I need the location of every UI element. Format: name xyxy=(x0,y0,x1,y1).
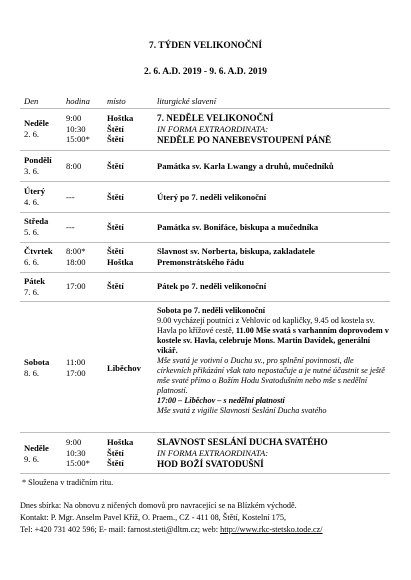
footnote: * Sloužena v tradičním ritu. xyxy=(22,478,114,487)
saturday-p1: 9.00 vycházejí poutníci z Vehlovic od kapličky, 9.45 od kostela sv. Havla po křížové cestě, xyxy=(157,316,375,335)
time: 17:00 xyxy=(66,281,86,291)
place-cell xyxy=(107,437,133,469)
saturday-note: Mše svatá je votivní o Duchu sv., pro splnění povinnosti, dle církevních přikázání však tato nepostačuje a je nutné účastnit se ještě mše svaté přímo o Božím Hodu Svatodušním nebo mše s nedělní platností. xyxy=(157,356,385,395)
liturgy-line: HOD BOŽÍ SVATODUŠNÍ xyxy=(157,459,264,470)
day-date: 3. 6. xyxy=(24,165,40,176)
day-name: Neděle xyxy=(24,443,49,453)
time: 8:00* xyxy=(66,246,86,256)
page-title: 7. TÝDEN VELIKONOČNÍ xyxy=(149,41,262,51)
day-name: Neděle xyxy=(24,118,49,128)
place-cell xyxy=(107,113,133,145)
website-link[interactable]: http://www.rkc-stetsko.tode.cz/ xyxy=(220,525,323,534)
time: 15:00* xyxy=(66,458,90,469)
day-date: 8. 6. xyxy=(24,367,40,378)
time: 11:00 xyxy=(66,357,86,367)
day-cell xyxy=(24,443,49,464)
time: 9:00 xyxy=(66,437,82,447)
place: Štětí xyxy=(107,123,124,134)
time: 18:00 xyxy=(66,256,86,267)
liturgy-cell xyxy=(157,437,389,470)
day-cell xyxy=(24,357,49,378)
liturgy-line: Památka sv. Karla Lwangy a druhů, mučedníků xyxy=(157,161,334,171)
place: Štětí xyxy=(107,458,124,469)
day-name: Čtvrtek xyxy=(24,246,53,256)
time-cell xyxy=(66,246,86,267)
header-day: Den xyxy=(24,96,39,106)
row-divider xyxy=(20,432,390,433)
day-cell xyxy=(24,186,45,207)
time: --- xyxy=(66,222,75,232)
time: 8:00 xyxy=(66,161,82,171)
time-cell xyxy=(66,113,90,145)
place: Štětí xyxy=(107,246,124,256)
row-divider xyxy=(20,212,390,213)
liturgy-line: 7. NEDĚLE VELIKONOČNÍ xyxy=(157,113,274,123)
liturgy-line: IN FORMA EXTRAORDINATA: xyxy=(157,448,269,459)
saturday-p1-bold: 11.00 Mše svatá s varhanním doprovodem v kostele sv. Havla, celebruje Mons. Martin Davídek, generální vikář. xyxy=(157,326,389,355)
row-divider xyxy=(20,473,390,474)
row-divider xyxy=(20,181,390,182)
saturday-liturgy xyxy=(157,306,389,416)
row-divider xyxy=(20,272,390,273)
day-date: 2. 6. xyxy=(24,128,40,139)
liturgy-line: Pátek po 7. neděli velikonoční xyxy=(157,281,267,291)
saturday-heading: Sobota po 7. neděli velikonoční xyxy=(157,306,266,315)
time: 15:00* xyxy=(66,134,90,145)
header-time: hodina xyxy=(66,96,90,106)
day-cell xyxy=(24,118,49,139)
place: Hoštka xyxy=(107,113,134,123)
liturgy-line: NEDĚLE PO NANEBEVSTOUPENÍ PÁNĚ xyxy=(157,135,332,146)
header-liturgy: liturgické slavení xyxy=(157,96,217,106)
time: --- xyxy=(66,192,75,202)
liturgy-line: Premonstrátského řádu xyxy=(157,256,244,267)
time: 17:00 xyxy=(66,367,86,378)
place: Štětí xyxy=(107,192,124,202)
liturgy-line: SLAVNOST SESLÁNÍ DUCHA SVATÉHO xyxy=(157,437,328,447)
day-date: 9. 6. xyxy=(24,453,40,464)
footer-contact: Kontakt: P. Mgr. Anselm Pavel Kříž, O. Praem., CZ - 411 08, Štětí, Kostelní 175, xyxy=(20,513,286,522)
row-divider xyxy=(20,108,390,109)
day-date: 6. 6. xyxy=(24,256,40,267)
place: Štětí xyxy=(107,447,124,458)
day-cell xyxy=(24,155,52,176)
header-place: místo xyxy=(107,96,126,106)
day-name: Úterý xyxy=(24,186,45,196)
day-date: 7. 6. xyxy=(24,286,40,297)
time: 9:00 xyxy=(66,113,82,123)
liturgy-line: Slavnost sv. Norberta, biskupa, zakladatele xyxy=(157,246,315,256)
time-cell xyxy=(66,437,90,469)
date-range: 2. 6. A.D. 2019 - 9. 6. A.D. 2019 xyxy=(144,67,267,77)
row-divider xyxy=(20,242,390,243)
footer-collection: Dnes sbírka: Na obnovu z ničených domovů pro navracející se na Blízkém východě. xyxy=(20,501,297,510)
saturday-vigil-note: Mše svatá z vigilie Slavnosti Seslání Ducha svatého xyxy=(157,406,327,415)
saturday-vigil-time: 17:00 – Liběchov – s nedělní platností xyxy=(157,396,285,405)
place-cell xyxy=(107,246,133,267)
day-cell xyxy=(24,246,53,267)
footer-phone-email: Tel: +420 731 402 596; E- mail: farnost.steti@dltm.cz; web: xyxy=(20,525,221,534)
time-cell xyxy=(66,357,86,378)
day-name: Středa xyxy=(24,216,49,226)
row-divider xyxy=(20,150,390,151)
place: Štětí xyxy=(107,222,124,232)
day-cell xyxy=(24,216,48,237)
day-name: Pondělí xyxy=(24,155,52,165)
place: Hoštka xyxy=(107,256,134,267)
day-cell xyxy=(24,276,45,297)
liturgy-line: IN FORMA EXTRAORDINATA: xyxy=(157,124,269,135)
time: 10:30 xyxy=(66,447,86,458)
place: Hoštka xyxy=(107,437,134,447)
liturgy-cell xyxy=(157,246,389,267)
day-date: 4. 6. xyxy=(24,196,40,207)
day-name: Pátek xyxy=(24,276,46,286)
place: Štětí xyxy=(107,281,124,291)
place: Štětí xyxy=(107,134,124,145)
day-date: 5. 6. xyxy=(24,226,40,237)
saturday-paragraph xyxy=(157,316,389,356)
liturgy-line: Památka sv. Bonifáce, biskupa a mučedníka xyxy=(157,222,319,232)
footer-phone-line xyxy=(20,525,323,535)
liturgy-cell xyxy=(157,113,389,146)
place: Štětí xyxy=(107,161,124,171)
row-divider xyxy=(20,301,390,302)
liturgy-line: Úterý po 7. neděli velikonoční xyxy=(157,192,267,202)
time: 10:30 xyxy=(66,123,86,134)
day-name: Sobota xyxy=(24,357,50,367)
place: Liběchov xyxy=(107,363,141,373)
